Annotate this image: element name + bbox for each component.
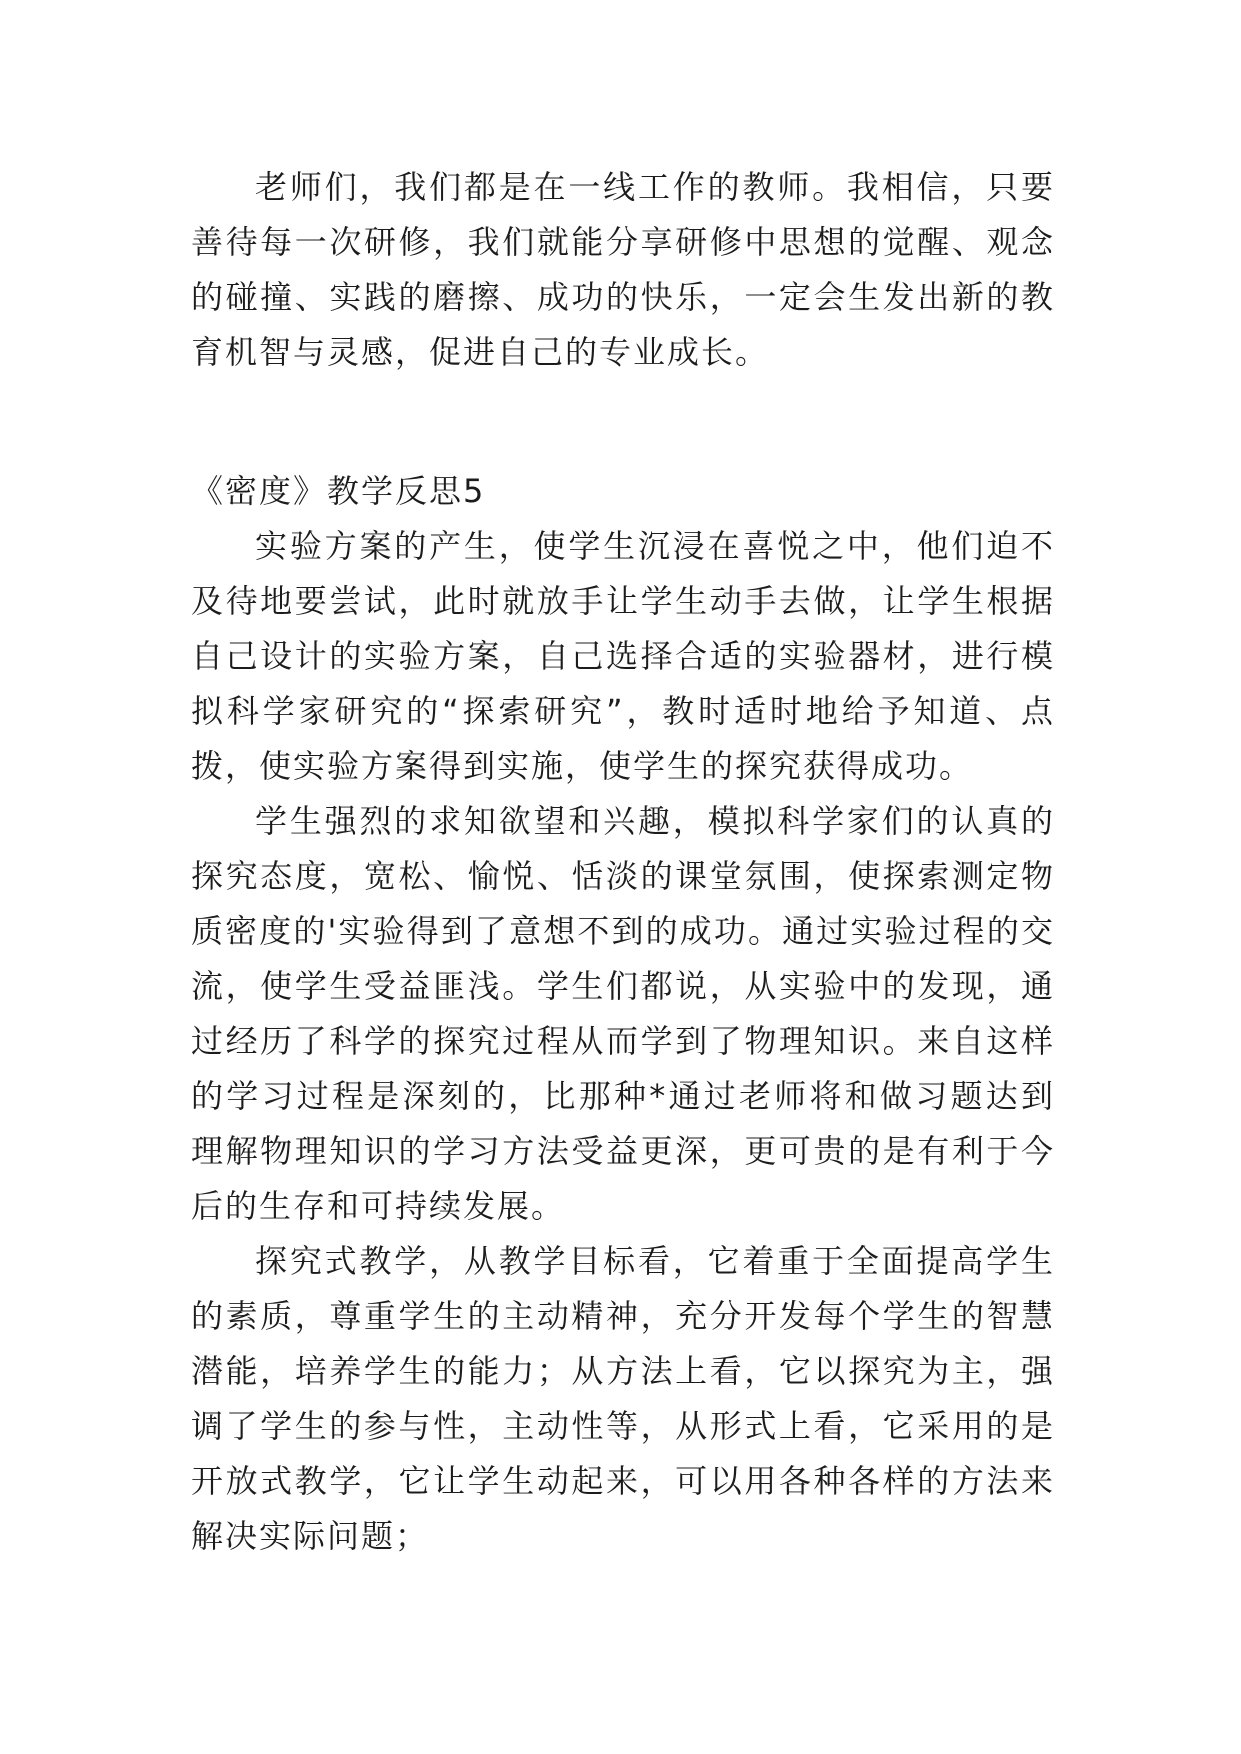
section-title: 《密度》教学反思5 [191,472,486,510]
paragraph-student-interest: 学生强烈的求知欲望和兴趣，模拟科学家们的认真的探究态度，宽松、愉悦、恬淡的课堂氛围，使探索测定物质密度的'实验得到了意想不到的成功。通过实验过程的交流，使学生受益匪浅。学生们都说，从实验中的发现，通过经历了科学的探究过程从而学到了物理知识。来自这样的学习过程是深刻的，比那种*通过老师将和做习题达到理解物理知识的学习方法受益更深，更可贵的是有利于今后的生存和可持续发展。 [191,802,1055,1225]
section-spacer [191,380,1055,464]
document-body [191,160,1055,1564]
paragraph-inquiry-teaching: 探究式教学，从教学目标看，它着重于全面提高学生的素质，尊重学生的主动精神，充分开发每个学生的智慧潜能，培养学生的能力；从方法上看，它以探究为主，强调了学生的参与性，主动性等，从形式上看，它采用的是开放式教学，它让学生动起来，可以用各种各样的方法来解决实际问题； [191,1242,1055,1555]
paragraph-intro: 老师们，我们都是在一线工作的教师。我相信，只要善待每一次研修，我们就能分享研修中思想的觉醒、观念的碰撞、实践的磨擦、成功的快乐，一定会生发出新的教育机智与灵感，促进自己的专业成长。 [191,168,1055,371]
paragraph-experiment-plan: 实验方案的产生，使学生沉浸在喜悦之中，他们迫不及待地要尝试，此时就放手让学生动手去做，让学生根据自己设计的实验方案，自己选择合适的实验器材，进行模拟科学家研究的“探索研究”，教时适时地给予知道、点拨，使实验方案得到实施，使学生的探究获得成功。 [191,527,1055,785]
